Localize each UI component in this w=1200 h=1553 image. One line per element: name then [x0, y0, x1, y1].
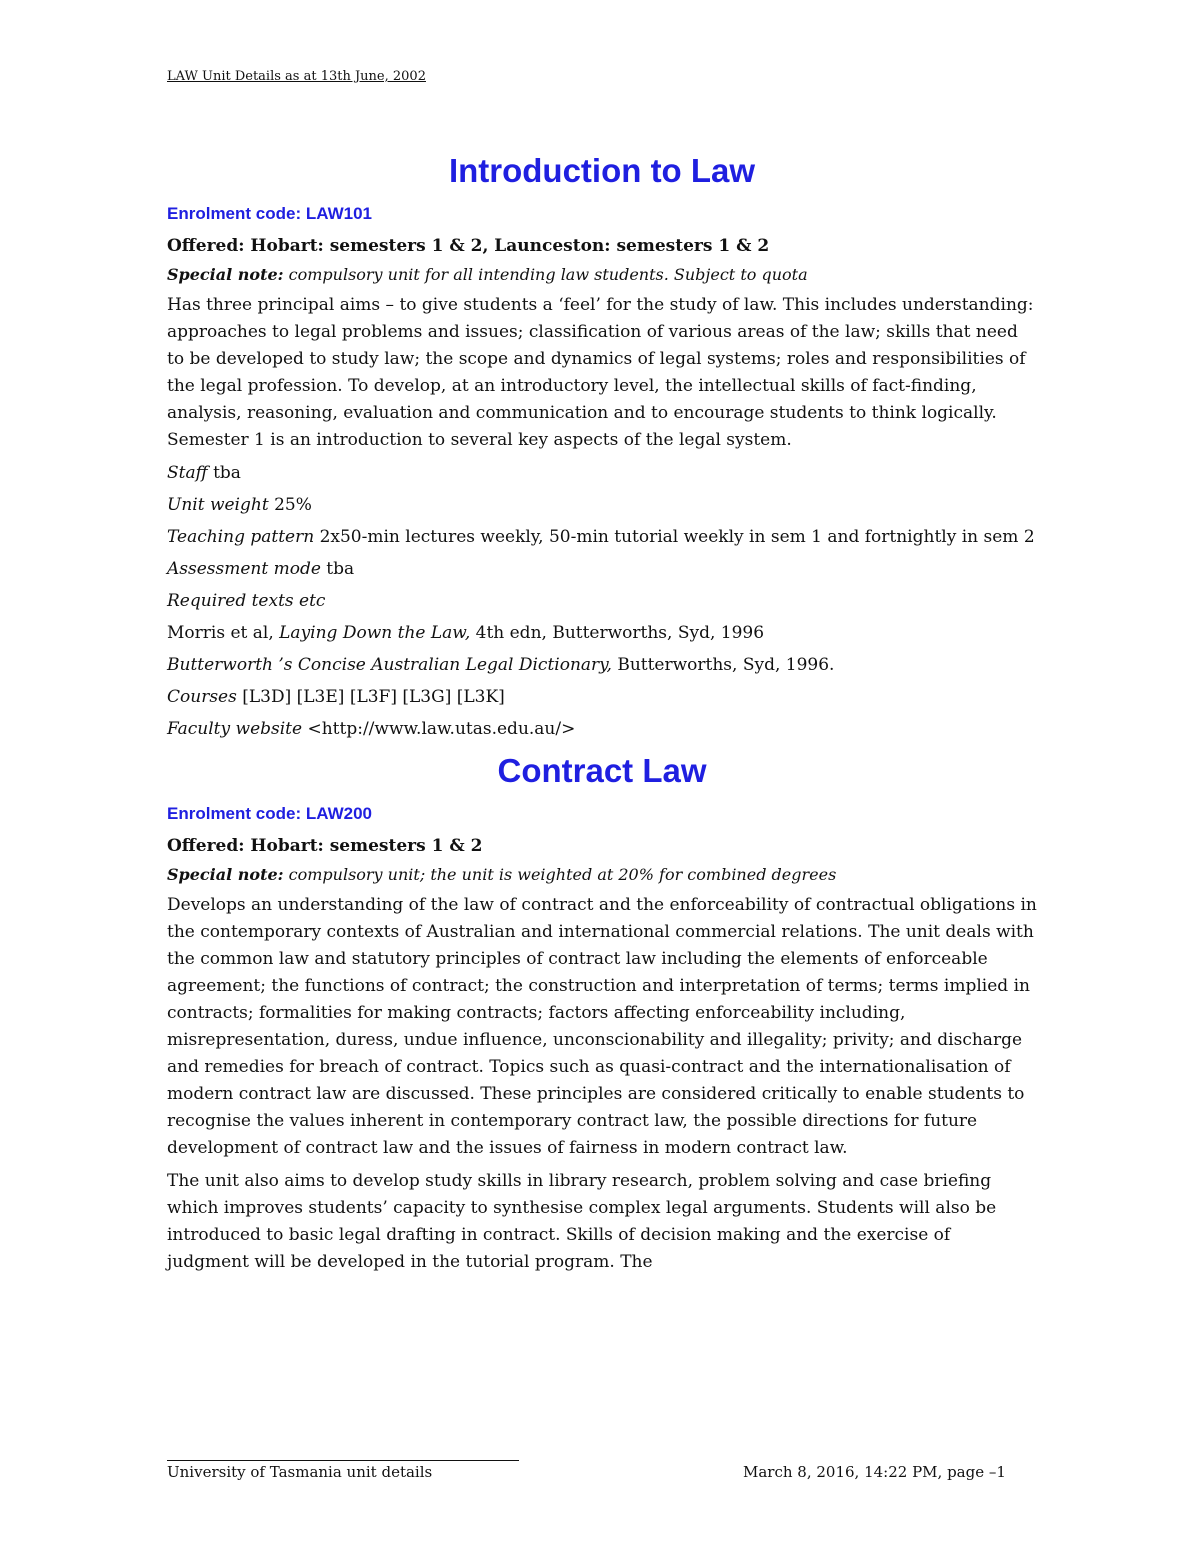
unit-weight-label: Unit weight [167, 495, 269, 515]
unit-description-continued: The unit also aims to develop study skills in library research, problem solving and case briefing which improves students’ capacity to synthesise complex legal arguments. Students will also be introduced to basic legal drafting in contract. Skills of decision making and the exercise of judgment will be developed in the tutorial program. The [167, 1171, 997, 1272]
offered-info: Offered: Hobart: semesters 1 & 2 [167, 836, 483, 856]
teaching-pattern-value: 2x50-min lectures weekly, 50-min tutorial weekly in sem 1 and fortnightly in sem 2 [314, 527, 1035, 547]
courses-label: Courses [167, 687, 237, 707]
assessment-mode-label: Assessment mode [167, 559, 321, 579]
staff-field [167, 460, 1037, 486]
required-texts-field [167, 588, 1037, 614]
enrolment-code: Enrolment code: LAW101 [167, 204, 372, 223]
special-note [167, 265, 1037, 284]
special-note-label: Special note: [167, 265, 284, 284]
unit-description: Develops an understanding of the law of contract and the enforceability of contractual obligations in the contemporary contexts of Australian and international commercial relations. The unit deals with the common law and statutory principles of contract law including the elements of enforceable agreement; the functions of contract; the construction and interpretation of terms; terms implied in contracts; formalities for making contracts; factors affecting enforceability including, misrepresentation, duress, undue influence, unconscionability and illegality; privity; and discharge and remedies for breach of contract. Topics such as quasi-contract and the internationalisation of modern contract law are discussed. These principles are considered critically to enable students to recognise the values inherent in contemporary contract law, the possible directions for future development of contract law and the issues of fairness in modern contract law. [167, 895, 1037, 1158]
required-text-2 [167, 652, 1037, 678]
faculty-website-link[interactable]: <http://www.law.utas.edu.au/> [302, 719, 576, 739]
unit-title: Introduction to Law [448, 152, 756, 189]
unit-weight-field [167, 492, 1037, 518]
courses-field [167, 684, 1037, 710]
running-header: LAW Unit Details as at 13th June, 2002 [167, 69, 426, 84]
special-note [167, 865, 1037, 884]
unit-description: Has three principal aims – to give students a ‘feel’ for the study of law. This includes understanding: approaches to legal problems and issues; classification of various areas of the law; skills that need to be developed to study law; the scope and dynamics of legal systems; roles and responsibilities of the legal profession. To develop, at an introductory level, the intellectual skills of fact-finding, analysis, reasoning, evaluation and communication and to encourage students to think logically. Semester 1 is an introduction to several key aspects of the legal system. [167, 295, 1034, 450]
unit-introduction-to-law [167, 148, 1037, 742]
required-texts-label: Required texts etc [167, 591, 326, 611]
unit-title: Contract Law [497, 752, 707, 789]
assessment-mode-field [167, 556, 1037, 582]
text1-prefix: Morris et al, [167, 623, 280, 643]
teaching-pattern-label: Teaching pattern [167, 527, 315, 547]
unit-weight-value: 25% [268, 495, 312, 515]
teaching-pattern-field [167, 524, 1037, 550]
footer-page-info: March 8, 2016, 14:22 PM, page –1 [743, 1463, 1006, 1481]
special-note-text: compulsory unit for all intending law students. Subject to quota [283, 265, 808, 284]
enrolment-code: Enrolment code: LAW200 [167, 804, 372, 823]
staff-value: tba [207, 463, 241, 483]
staff-label: Staff [167, 463, 208, 483]
text1-title: Laying Down the Law, [279, 623, 471, 643]
footer-rule [167, 1460, 519, 1461]
required-text-1 [167, 620, 1037, 646]
text1-suffix: 4th edn, Butterworths, Syd, 1996 [470, 623, 765, 643]
faculty-website-label: Faculty website [167, 719, 303, 739]
faculty-website-field [167, 716, 1037, 742]
footer-left: University of Tasmania unit details [167, 1463, 433, 1481]
courses-value: [L3D] [L3E] [L3F] [L3G] [L3K] [236, 687, 505, 707]
page-content [167, 148, 1037, 1282]
special-note-label: Special note: [167, 865, 284, 884]
offered-info: Offered: Hobart: semesters 1 & 2, Launceston: semesters 1 & 2 [167, 236, 770, 256]
assessment-mode-value: tba [320, 559, 355, 579]
unit-contract-law [167, 748, 1037, 1276]
text2-suffix: Butterworths, Syd, 1996. [611, 655, 835, 675]
text2-title: Butterworth ’s Concise Australian Legal Dictionary, [167, 655, 612, 675]
special-note-text: compulsory unit; the unit is weighted at 20% for combined degrees [283, 865, 837, 884]
